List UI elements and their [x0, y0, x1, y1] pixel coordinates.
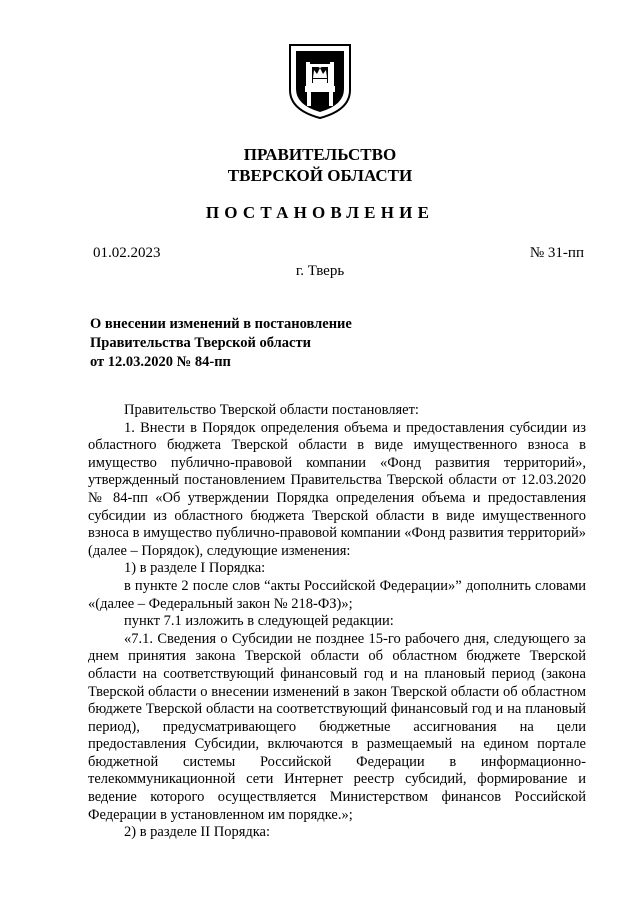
organization-title: ПРАВИТЕЛЬСТВО	[243, 145, 397, 164]
body-paragraph: «7.1. Сведения о Субсидии не позднее 15-го рабочего дня, следующего за днем принятия закона Тверской области об областном бюджете Тверской области на соответствующий финансовый год и на плановый период (закона Тверской области о внесении изменений в закон Тверской области об областном бюджете Тверской области на соответствующий финансовый год и на плановый период), предусматривающего бюджетные ассигнования на цели предоставления Субсидии, включаются в размещаемый на едином портале бюджетной системы Российской Федерации в информационно-телекоммуникационной сети Интернет реестр субсидий, формирование и ведение которого осуществляется Министерством финансов Российской Федерации в установленном им порядке.»;	[88, 630, 586, 823]
body-paragraph: 1. Внести в Порядок определения объема и предоставления субсидии из областного бюджета Тверской области в виде имущественного взноса в имущество публично-правовой компании «Фонд развития территорий», утвержденный постановлением Правительства Тверской области от 12.03.2020 № 84-пп «Об утверждении Порядка определения объема и предоставления субсидии из областного бюджета Тверской области в виде имущественного взноса в имущество публично-правовой компании «Фонд развития территорий» (далее – Порядок), следующие изменения:	[88, 419, 586, 559]
organization-region: ТВЕРСКОЙ ОБЛАСТИ	[227, 166, 413, 185]
body-paragraph: Правительство Тверской области постановляет:	[124, 402, 419, 418]
subject-line: Правительства Тверской области	[90, 335, 311, 351]
body-paragraph: 1) в разделе I Порядка:	[124, 560, 266, 577]
document-city: г. Тверь	[295, 263, 345, 279]
body-paragraph: 2) в разделе II Порядка:	[124, 824, 271, 841]
document-number: № 31-пп	[529, 245, 584, 261]
document-type: ПОСТАНОВЛЕНИЕ	[205, 203, 435, 222]
document-date: 01.02.2023	[93, 245, 161, 261]
document-subject	[90, 315, 352, 372]
body-paragraph: пункт 7.1 изложить в следующей редакции:	[124, 613, 394, 630]
subject-line: от 12.03.2020 № 84-пп	[90, 354, 231, 370]
subject-line: О внесении изменений в постановление	[90, 316, 352, 332]
document-body	[88, 402, 586, 842]
body-paragraph: в пункте 2 после слов “акты Российской Федерации»” дополнить словами «(далее – Федеральный закон № 218-ФЗ)»;	[88, 577, 586, 612]
coat-of-arms-emblem	[287, 42, 353, 120]
